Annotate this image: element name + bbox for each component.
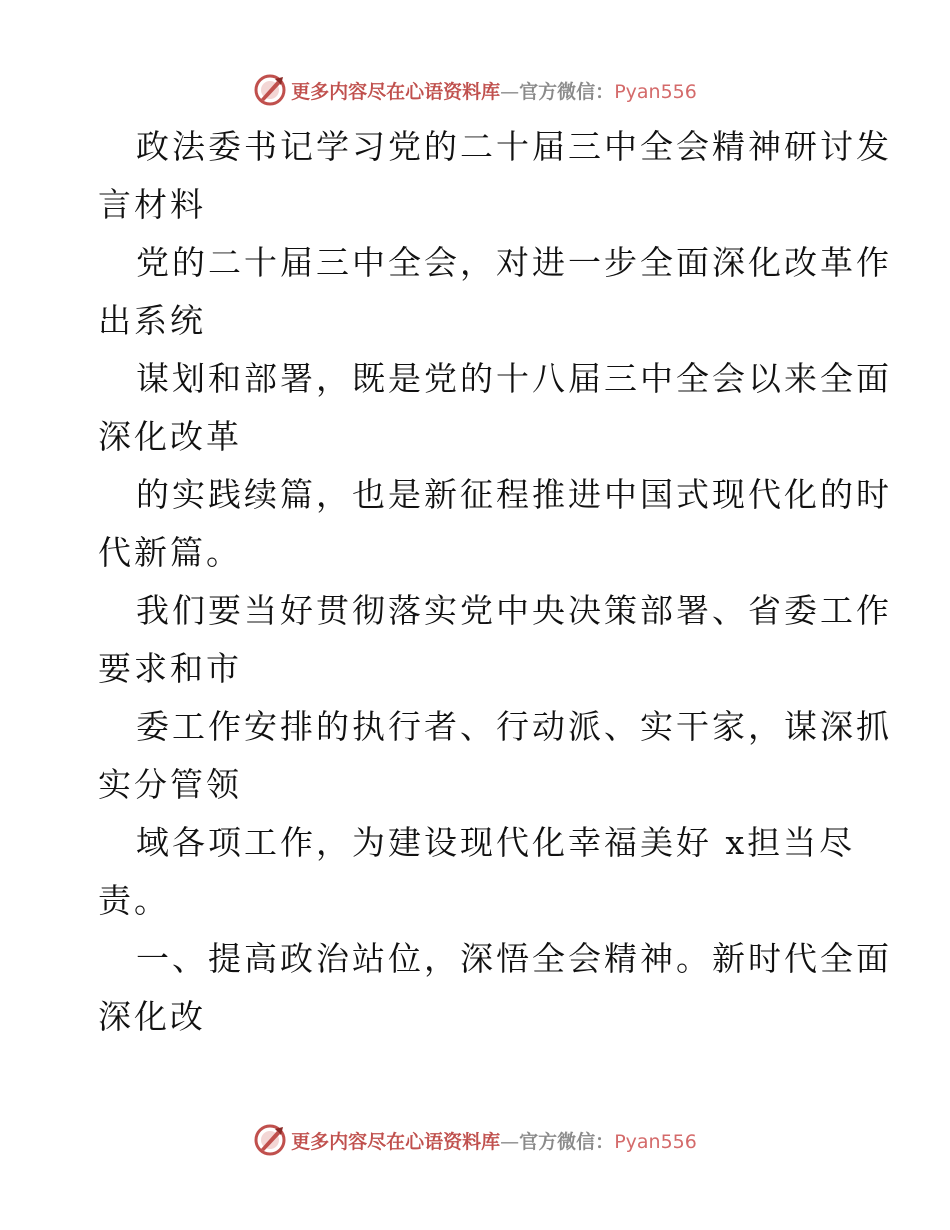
banner-wechat-id: Pyan556: [614, 80, 697, 103]
banner-wechat-id: Pyan556: [614, 1130, 697, 1153]
banner-separator: —: [500, 1130, 520, 1153]
text-line: 实分管领: [98, 765, 242, 804]
text-line: 出系统: [98, 301, 206, 340]
text-line: 代新篇。: [98, 533, 242, 572]
text-line: 要求和市: [98, 649, 242, 688]
text-line: 言材料: [98, 185, 206, 224]
banner-text: [291, 1127, 697, 1154]
text-line: 的实践续篇，也是新征程推进中国式现代化的时: [136, 475, 892, 514]
text-line: 域各项工作，为建设现代化幸福美好 x担当尽: [136, 823, 856, 862]
text-line: 责。: [98, 881, 170, 920]
header-banner: [0, 70, 950, 110]
document-body: [98, 118, 892, 1046]
footer-banner: [0, 1120, 950, 1160]
text-line: 党的二十届三中全会，对进一步全面深化改革作: [136, 243, 892, 282]
banner-main-text: 更多内容尽在心语资料库: [291, 80, 501, 103]
quill-circle-icon: [253, 73, 287, 107]
text-line: 深化改: [98, 997, 206, 1036]
text-line: 谋划和部署，既是党的十八届三中全会以来全面: [136, 359, 892, 398]
text-line: 我们要当好贯彻落实党中央决策部署、省委工作: [136, 591, 892, 630]
banner-text: [291, 77, 697, 104]
text-line: 政法委书记学习党的二十届三中全会精神研讨发: [136, 127, 892, 166]
quill-circle-icon: [253, 1123, 287, 1157]
text-line: 深化改革: [98, 417, 242, 456]
banner-wechat-label: 官方微信：: [519, 80, 615, 103]
banner-separator: —: [500, 80, 520, 103]
banner-wechat-label: 官方微信：: [519, 1130, 615, 1153]
text-line: 一、提高政治站位，深悟全会精神。新时代全面: [136, 939, 892, 978]
banner-main-text: 更多内容尽在心语资料库: [291, 1130, 501, 1153]
text-line: 委工作安排的执行者、行动派、实干家，谋深抓: [136, 707, 892, 746]
